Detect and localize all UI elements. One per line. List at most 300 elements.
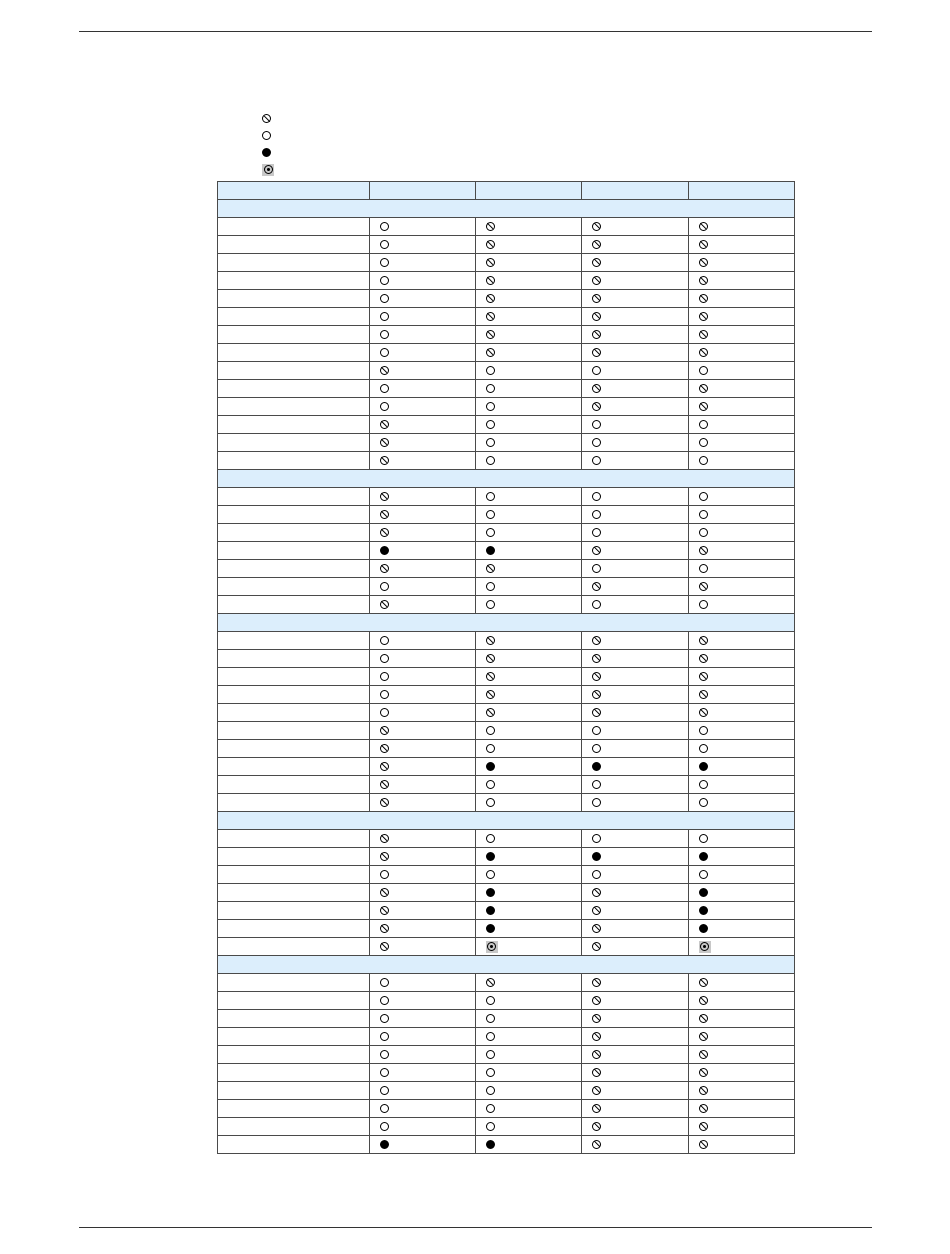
standard-icon: [699, 852, 708, 861]
availability-cell: [582, 542, 688, 560]
table-row: [218, 290, 795, 308]
availability-cell: [582, 434, 688, 452]
not-available-icon: [699, 1122, 708, 1131]
availability-cell: [688, 506, 794, 524]
availability-cell: [582, 344, 688, 362]
feature-label-cell: [218, 722, 370, 740]
standard-icon: [486, 546, 495, 555]
not-available-icon: [486, 240, 495, 249]
availability-cell: [475, 254, 581, 272]
available-icon: [486, 528, 495, 537]
available-icon: [592, 870, 601, 879]
header-variant-cell: [688, 182, 794, 200]
availability-cell: [475, 1046, 581, 1064]
availability-cell: [688, 542, 794, 560]
not-available-icon: [592, 654, 601, 663]
availability-cell: [369, 560, 475, 578]
availability-cell: [582, 506, 688, 524]
not-available-icon: [699, 1032, 708, 1041]
not-available-icon: [592, 240, 601, 249]
availability-cell: [582, 1010, 688, 1028]
availability-cell: [688, 254, 794, 272]
not-available-icon: [380, 888, 389, 897]
availability-cell: [582, 830, 688, 848]
availability-cell: [369, 938, 475, 956]
option-icon: [262, 164, 274, 176]
not-available-icon: [486, 690, 495, 699]
feature-label-cell: [218, 1082, 370, 1100]
header-feature-cell: [218, 182, 370, 200]
availability-cell: [688, 362, 794, 380]
availability-cell: [688, 992, 794, 1010]
availability-cell: [369, 416, 475, 434]
availability-cell: [582, 560, 688, 578]
availability-cell: [688, 488, 794, 506]
availability-cell: [369, 1100, 475, 1118]
availability-cell: [475, 380, 581, 398]
not-available-icon: [380, 726, 389, 735]
availability-cell: [582, 1100, 688, 1118]
available-icon: [262, 131, 271, 140]
feature-label-cell: [218, 290, 370, 308]
not-available-icon: [486, 276, 495, 285]
availability-cell: [475, 1136, 581, 1154]
matrix-body: [218, 200, 795, 1154]
availability-cell: [369, 632, 475, 650]
available-icon: [699, 564, 708, 573]
not-available-icon: [699, 384, 708, 393]
available-icon: [380, 240, 389, 249]
feature-label-cell: [218, 668, 370, 686]
feature-label-cell: [218, 560, 370, 578]
not-available-icon: [699, 690, 708, 699]
availability-cell: [688, 596, 794, 614]
availability-cell: [688, 1118, 794, 1136]
availability-cell: [369, 1010, 475, 1028]
availability-cell: [369, 758, 475, 776]
feature-label-cell: [218, 488, 370, 506]
not-available-icon: [592, 690, 601, 699]
availability-cell: [688, 1010, 794, 1028]
availability-cell: [582, 416, 688, 434]
available-icon: [380, 636, 389, 645]
availability-cell: [475, 560, 581, 578]
availability-cell: [582, 758, 688, 776]
availability-cell: [582, 992, 688, 1010]
available-icon: [380, 348, 389, 357]
available-icon: [699, 456, 708, 465]
available-icon: [380, 312, 389, 321]
availability-cell: [582, 326, 688, 344]
not-available-icon: [380, 438, 389, 447]
legend-row-not-available: [262, 110, 274, 127]
availability-cell: [475, 344, 581, 362]
availability-cell: [475, 920, 581, 938]
not-available-icon: [380, 942, 389, 951]
not-available-icon: [380, 762, 389, 771]
feature-label-cell: [218, 902, 370, 920]
availability-cell: [475, 362, 581, 380]
standard-icon: [592, 852, 601, 861]
available-icon: [592, 420, 601, 429]
available-icon: [380, 870, 389, 879]
table-row: [218, 1136, 795, 1154]
not-available-icon: [380, 798, 389, 807]
header-variant-cell: [475, 182, 581, 200]
not-available-icon: [699, 654, 708, 663]
available-icon: [486, 1068, 495, 1077]
available-icon: [486, 780, 495, 789]
symbol-legend: [262, 110, 274, 178]
standard-icon: [592, 762, 601, 771]
availability-cell: [582, 398, 688, 416]
availability-cell: [475, 668, 581, 686]
table-row: [218, 560, 795, 578]
available-icon: [380, 1086, 389, 1095]
not-available-icon: [380, 420, 389, 429]
availability-cell: [369, 794, 475, 812]
table-row: [218, 668, 795, 686]
feature-label-cell: [218, 578, 370, 596]
available-icon: [486, 384, 495, 393]
not-available-icon: [592, 636, 601, 645]
availability-cell: [369, 254, 475, 272]
table-row: [218, 542, 795, 560]
availability-cell: [688, 560, 794, 578]
available-icon: [486, 1122, 495, 1131]
not-available-icon: [380, 564, 389, 573]
available-icon: [699, 744, 708, 753]
availability-cell: [475, 902, 581, 920]
availability-cell: [582, 1064, 688, 1082]
availability-cell: [475, 524, 581, 542]
not-available-icon: [592, 402, 601, 411]
not-available-icon: [592, 294, 601, 303]
available-icon: [486, 420, 495, 429]
availability-cell: [475, 398, 581, 416]
availability-cell: [688, 236, 794, 254]
availability-cell: [688, 794, 794, 812]
feature-label-cell: [218, 848, 370, 866]
not-available-icon: [486, 330, 495, 339]
not-available-icon: [592, 888, 601, 897]
standard-icon: [486, 852, 495, 861]
feature-label-cell: [218, 1118, 370, 1136]
availability-cell: [475, 290, 581, 308]
not-available-icon: [592, 924, 601, 933]
available-icon: [380, 222, 389, 231]
availability-cell: [582, 704, 688, 722]
availability-cell: [688, 722, 794, 740]
not-available-icon: [380, 852, 389, 861]
available-icon: [486, 996, 495, 1005]
table-row: [218, 416, 795, 434]
availability-cell: [369, 344, 475, 362]
section-header-row: [218, 812, 795, 830]
available-icon: [699, 834, 708, 843]
not-available-icon: [592, 1032, 601, 1041]
table-row: [218, 650, 795, 668]
availability-cell: [582, 362, 688, 380]
available-icon: [380, 1104, 389, 1113]
availability-cell: [475, 416, 581, 434]
availability-cell: [688, 344, 794, 362]
feature-label-cell: [218, 758, 370, 776]
available-icon: [380, 690, 389, 699]
availability-cell: [688, 704, 794, 722]
available-icon: [380, 996, 389, 1005]
availability-cell: [475, 434, 581, 452]
feature-label-cell: [218, 254, 370, 272]
availability-cell: [369, 488, 475, 506]
available-icon: [486, 1014, 495, 1023]
availability-cell: [369, 1028, 475, 1046]
availability-cell: [688, 650, 794, 668]
standard-icon: [380, 546, 389, 555]
feature-label-cell: [218, 704, 370, 722]
not-available-icon: [486, 222, 495, 231]
availability-cell: [688, 866, 794, 884]
not-available-icon: [380, 834, 389, 843]
feature-label-cell: [218, 1064, 370, 1082]
availability-cell: [688, 416, 794, 434]
table-row: [218, 794, 795, 812]
available-icon: [699, 600, 708, 609]
availability-cell: [369, 398, 475, 416]
availability-cell: [475, 236, 581, 254]
availability-cell: [475, 1064, 581, 1082]
available-icon: [380, 1014, 389, 1023]
availability-cell: [475, 740, 581, 758]
available-icon: [380, 294, 389, 303]
availability-cell: [475, 542, 581, 560]
availability-cell: [369, 218, 475, 236]
not-available-icon: [592, 942, 601, 951]
not-available-icon: [592, 222, 601, 231]
available-icon: [699, 492, 708, 501]
table-row: [218, 434, 795, 452]
not-available-icon: [592, 312, 601, 321]
feature-label-cell: [218, 434, 370, 452]
not-available-icon: [699, 330, 708, 339]
availability-cell: [688, 668, 794, 686]
feature-label-cell: [218, 236, 370, 254]
section-header-cell: [218, 470, 795, 488]
availability-cell: [369, 506, 475, 524]
availability-cell: [582, 650, 688, 668]
available-icon: [486, 366, 495, 375]
available-icon: [486, 726, 495, 735]
availability-cell: [582, 884, 688, 902]
standard-icon: [699, 762, 708, 771]
available-icon: [380, 276, 389, 285]
not-available-icon: [699, 294, 708, 303]
availability-cell: [582, 596, 688, 614]
availability-cell: [582, 254, 688, 272]
header-variant-cell: [582, 182, 688, 200]
available-icon: [699, 870, 708, 879]
available-icon: [380, 258, 389, 267]
availability-cell: [369, 1118, 475, 1136]
availability-cell: [475, 578, 581, 596]
availability-cell: [582, 1136, 688, 1154]
feature-label-cell: [218, 380, 370, 398]
table-row: [218, 578, 795, 596]
not-available-icon: [699, 258, 708, 267]
available-icon: [699, 438, 708, 447]
availability-cell: [369, 290, 475, 308]
not-available-icon: [592, 1050, 601, 1059]
not-available-icon: [592, 906, 601, 915]
availability-cell: [369, 650, 475, 668]
standard-icon: [486, 1140, 495, 1149]
not-available-icon: [592, 996, 601, 1005]
availability-cell: [582, 848, 688, 866]
available-icon: [699, 780, 708, 789]
feature-label-cell: [218, 542, 370, 560]
availability-cell: [688, 1100, 794, 1118]
available-icon: [592, 798, 601, 807]
not-available-icon: [380, 510, 389, 519]
availability-cell: [369, 434, 475, 452]
available-icon: [380, 978, 389, 987]
available-icon: [486, 1050, 495, 1059]
not-available-icon: [699, 582, 708, 591]
available-icon: [486, 744, 495, 753]
availability-cell: [582, 380, 688, 398]
table-row: [218, 866, 795, 884]
availability-cell: [688, 218, 794, 236]
not-available-icon: [699, 1014, 708, 1023]
availability-cell: [688, 380, 794, 398]
availability-cell: [688, 740, 794, 758]
availability-cell: [369, 884, 475, 902]
feature-label-cell: [218, 344, 370, 362]
availability-cell: [475, 758, 581, 776]
feature-label-cell: [218, 596, 370, 614]
table-row: [218, 848, 795, 866]
available-icon: [380, 708, 389, 717]
availability-cell: [582, 974, 688, 992]
availability-cell: [475, 866, 581, 884]
not-available-icon: [592, 348, 601, 357]
availability-cell: [369, 1136, 475, 1154]
section-header-row: [218, 614, 795, 632]
available-icon: [486, 582, 495, 591]
not-available-icon: [486, 258, 495, 267]
availability-cell: [369, 722, 475, 740]
availability-cell: [475, 848, 581, 866]
availability-cell: [688, 1046, 794, 1064]
table-row: [218, 704, 795, 722]
availability-cell: [582, 938, 688, 956]
availability-cell: [582, 290, 688, 308]
available-icon: [592, 780, 601, 789]
table-row: [218, 506, 795, 524]
not-available-icon: [592, 384, 601, 393]
availability-cell: [475, 1082, 581, 1100]
table-row: [218, 1028, 795, 1046]
availability-cell: [369, 272, 475, 290]
section-header-row: [218, 956, 795, 974]
not-available-icon: [380, 600, 389, 609]
availability-cell: [582, 218, 688, 236]
availability-cell: [369, 1064, 475, 1082]
not-available-icon: [699, 222, 708, 231]
section-header-row: [218, 470, 795, 488]
availability-cell: [475, 1118, 581, 1136]
availability-cell: [475, 272, 581, 290]
not-available-icon: [592, 546, 601, 555]
table-row: [218, 920, 795, 938]
availability-cell: [475, 722, 581, 740]
table-row: [218, 254, 795, 272]
available-icon: [592, 744, 601, 753]
table-row: [218, 974, 795, 992]
table-row: [218, 398, 795, 416]
availability-cell: [475, 326, 581, 344]
availability-cell: [688, 398, 794, 416]
not-available-icon: [486, 564, 495, 573]
availability-cell: [582, 722, 688, 740]
feature-label-cell: [218, 776, 370, 794]
standard-icon: [486, 888, 495, 897]
not-available-icon: [592, 1122, 601, 1131]
not-available-icon: [699, 1086, 708, 1095]
available-icon: [486, 834, 495, 843]
legend-row-option: [262, 161, 274, 178]
table-row: [218, 992, 795, 1010]
availability-cell: [369, 542, 475, 560]
availability-cell: [582, 488, 688, 506]
feature-label-cell: [218, 506, 370, 524]
availability-cell: [582, 272, 688, 290]
availability-cell: [688, 758, 794, 776]
available-icon: [486, 456, 495, 465]
availability-cell: [582, 866, 688, 884]
section-header-row: [218, 200, 795, 218]
not-available-icon: [380, 924, 389, 933]
header-rule: [79, 31, 872, 32]
available-icon: [699, 798, 708, 807]
table-row: [218, 362, 795, 380]
table-row: [218, 524, 795, 542]
availability-cell: [688, 326, 794, 344]
table-row: [218, 326, 795, 344]
standard-icon: [262, 148, 271, 157]
available-icon: [380, 1050, 389, 1059]
availability-cell: [688, 686, 794, 704]
availability-cell: [369, 686, 475, 704]
footer-rule: [79, 1227, 872, 1228]
availability-cell: [369, 704, 475, 722]
not-available-icon: [592, 1014, 601, 1023]
feature-label-cell: [218, 794, 370, 812]
not-available-icon: [699, 402, 708, 411]
availability-cell: [688, 1082, 794, 1100]
not-available-icon: [699, 546, 708, 555]
availability-cell: [369, 920, 475, 938]
availability-cell: [369, 830, 475, 848]
available-icon: [592, 834, 601, 843]
feature-label-cell: [218, 1010, 370, 1028]
available-icon: [486, 402, 495, 411]
availability-cell: [475, 506, 581, 524]
table-row: [218, 938, 795, 956]
table-row: [218, 218, 795, 236]
feature-label-cell: [218, 416, 370, 434]
available-icon: [486, 870, 495, 879]
